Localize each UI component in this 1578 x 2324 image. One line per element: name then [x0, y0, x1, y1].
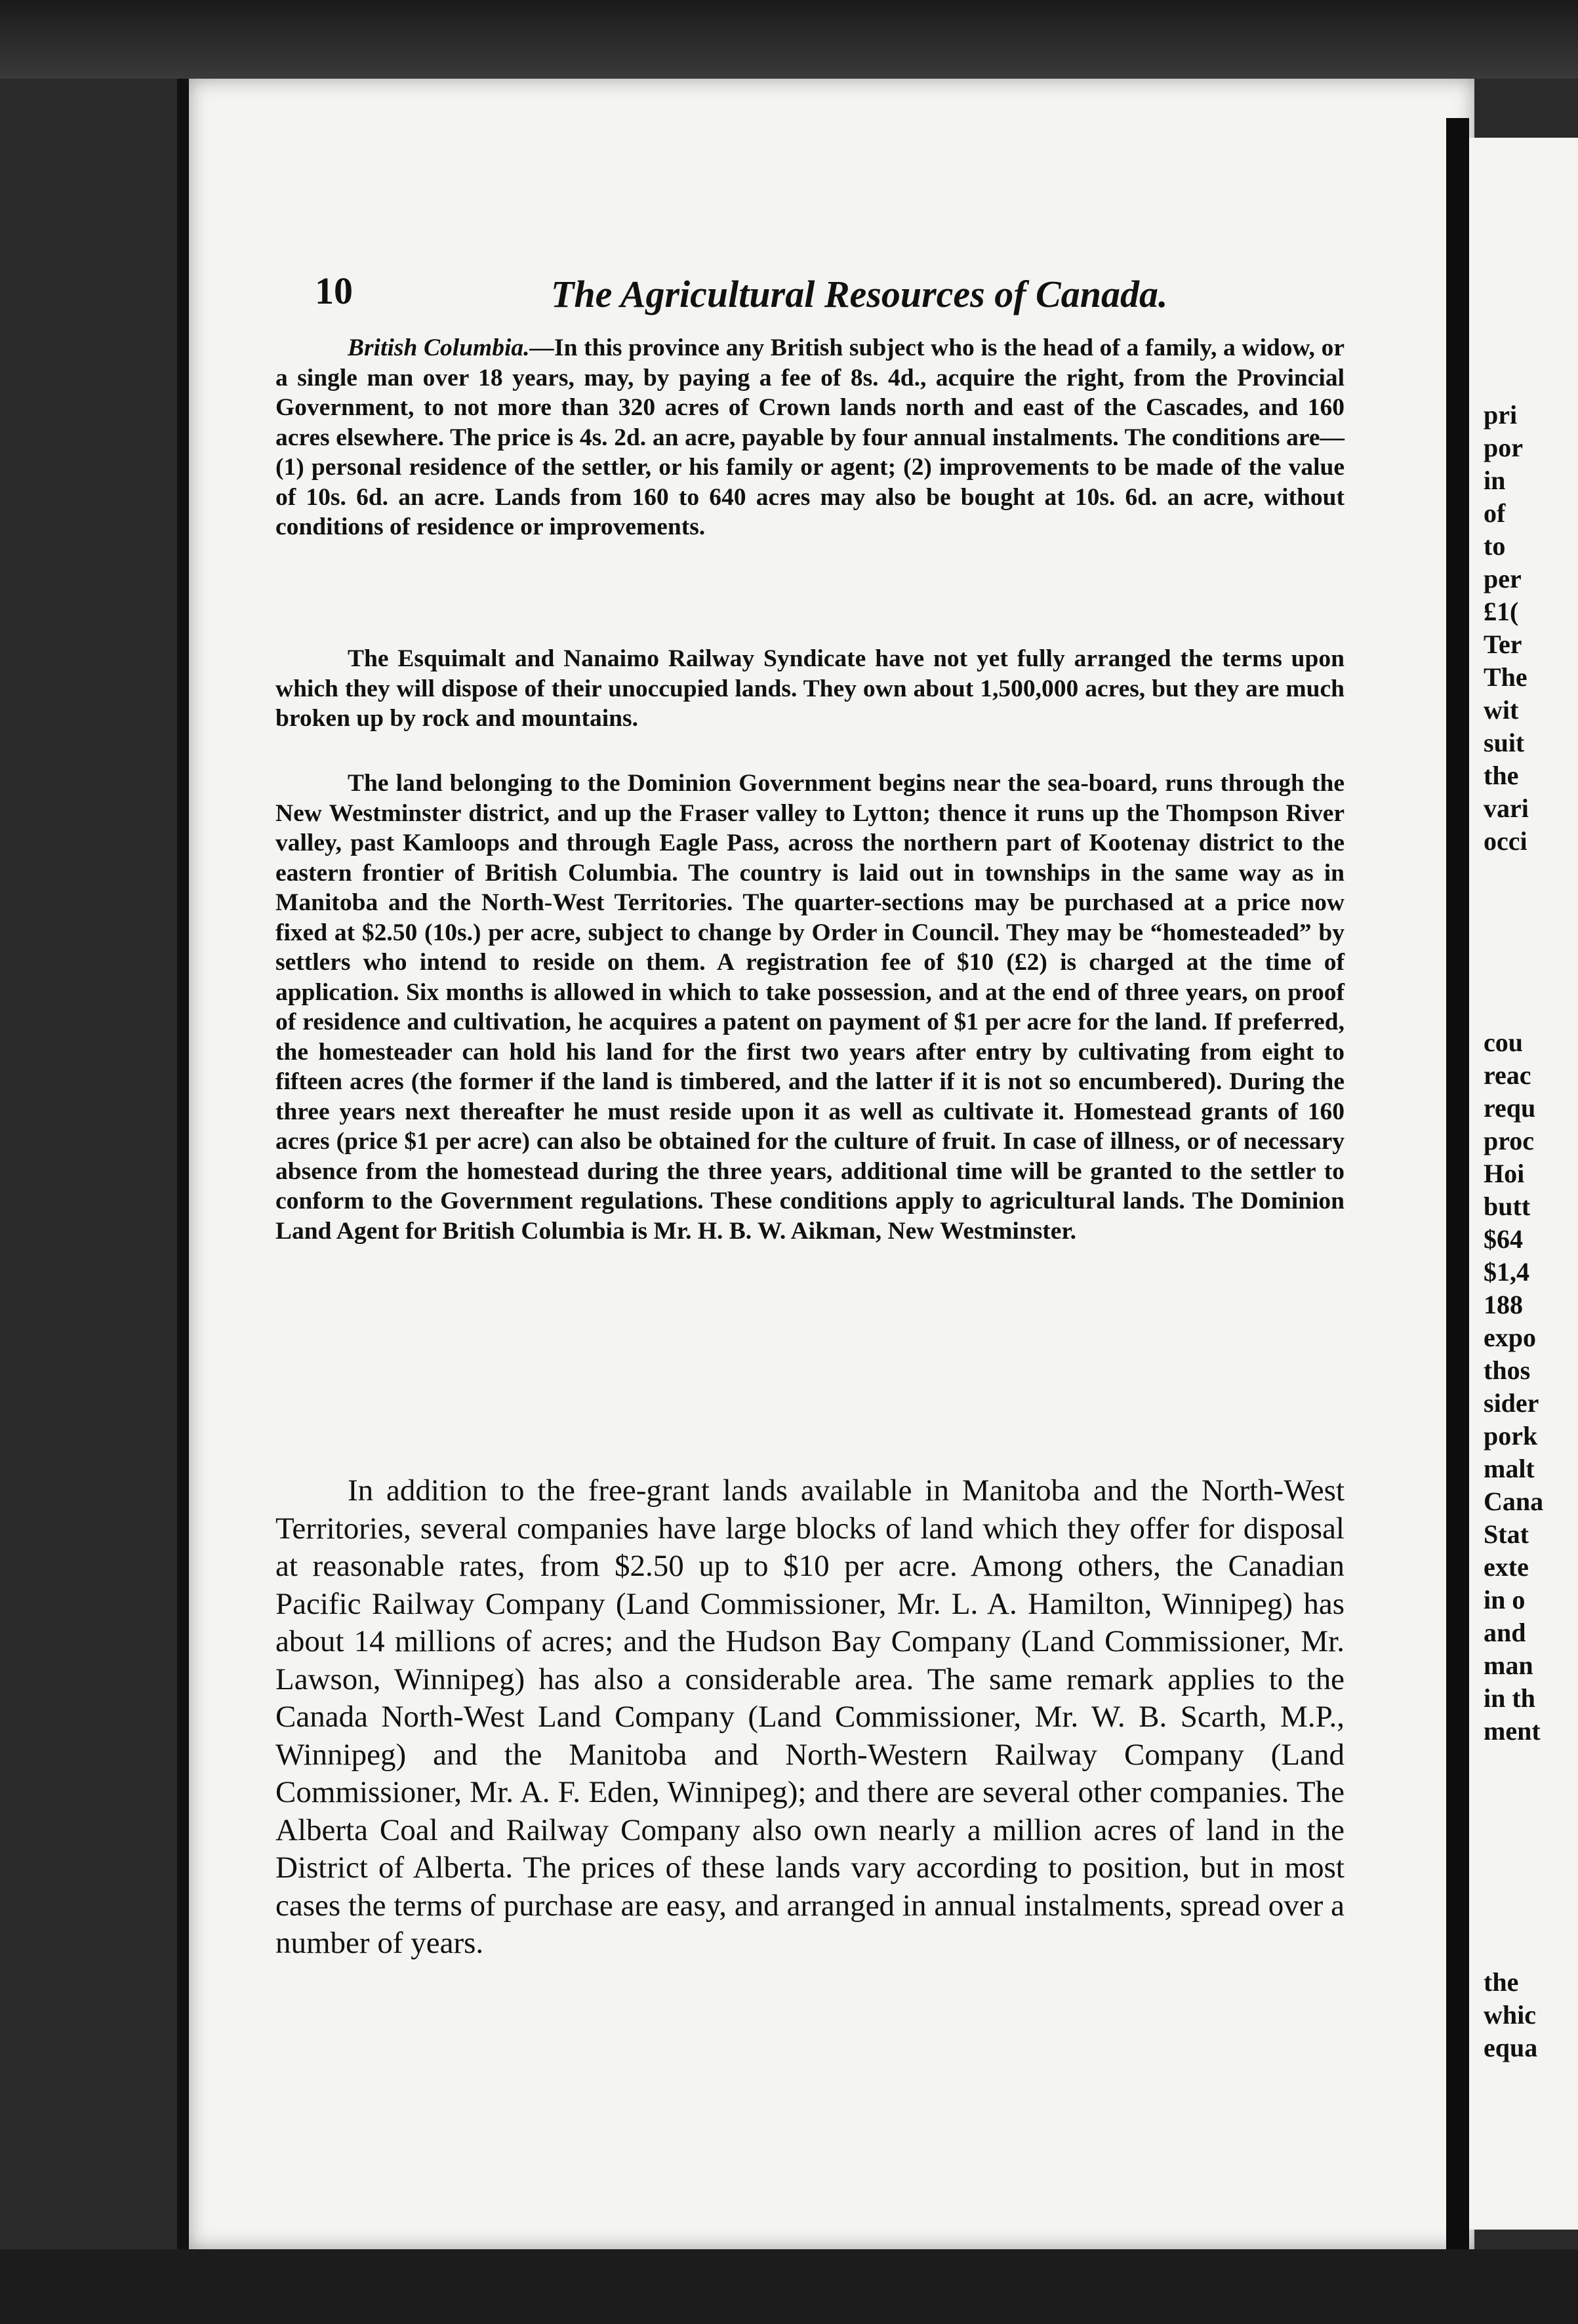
paragraph-text: The land belonging to the Dominion Government begins near the sea-board, runs through the New Westminster district, and up the Fraser valley to Lytton; thence it runs up the Thompson River valley, past Kamloops and through Eagle Pass, across the northern part of Kootenay district to the eastern frontier of British Columbia. The country is laid out in townships in the same way as in Manitoba and the North-West Territories. The quarter-sections may be purchased at a price now fixed at $2.50 (10s.) per acre, subject to change by Order in Council. They may be “homesteaded” by settlers who intend to reside on them. A registration fee of $10 (£2) is charged at the time of application. Six months is allowed in which to take possession, and at the end of three years, on proof of residence and cultivation, he acquires a patent on payment of $1 per acre for the land. If preferred, the homesteader can hold his land for the first two years after entry by cultivating from eight to fifteen acres (the former if the land is timbered, and the latter if it is not so encumbered). During the three years next thereafter he must reside upon it as well as cultivate it. Homestead grants of 160 acres (price $1 per acre) can also be obtained for the culture of fruit. In case of illness, or of necessary absence from the homestead during the three years, additional time will be granted to the settler to conform to the Government regulations. These conditions apply to agricultural lands. The Dominion Land Agent for British Columbia is Mr. H. B. W. Aikman, New Westminster. [275, 770, 1345, 1245]
fragment: £1( [1484, 597, 1519, 626]
fragment: requ [1484, 1093, 1536, 1123]
paragraph-esquimalt [275, 644, 1345, 734]
fragment: and [1484, 1618, 1526, 1647]
fragment: pri [1484, 400, 1518, 430]
fragment: reac [1484, 1060, 1531, 1090]
fragment: per [1484, 564, 1522, 593]
page-header [315, 269, 1377, 321]
book-gutter [1446, 118, 1469, 2295]
fragment: proc [1484, 1126, 1535, 1155]
fragment: wit [1484, 695, 1519, 725]
running-head: The Agricultural Resources of Canada. [551, 273, 1168, 315]
fragment: $64 [1484, 1224, 1523, 1254]
fragment: por [1484, 433, 1523, 462]
right-page-fragments-3 [1484, 1966, 1578, 2064]
fragment: in [1484, 466, 1506, 495]
fragment: Hoi [1484, 1159, 1525, 1188]
paragraph-british-columbia [275, 333, 1345, 542]
right-page-fragments-1 [1484, 399, 1578, 858]
fragment: The [1484, 662, 1527, 692]
paragraph-dominion [275, 769, 1345, 1246]
fragment: cou [1484, 1028, 1523, 1057]
fragment: to [1484, 531, 1506, 561]
right-page-fragments-2 [1484, 1026, 1578, 1748]
fragment: occi [1484, 826, 1527, 856]
fragment: in th [1484, 1683, 1535, 1713]
paragraph-free-grant [275, 1472, 1345, 1963]
fragment: of [1484, 498, 1506, 528]
scan-border-top [0, 0, 1578, 79]
fragment: butt [1484, 1192, 1531, 1221]
fragment: Stat [1484, 1519, 1529, 1549]
fragment: whic [1484, 2000, 1536, 2030]
scan-border-bottom [0, 2249, 1578, 2324]
fragment: sider [1484, 1388, 1539, 1418]
fragment: $1,4 [1484, 1257, 1529, 1287]
fragment: the [1484, 1967, 1519, 1997]
fragment: in o [1484, 1585, 1526, 1614]
fragment: equa [1484, 2033, 1538, 2062]
fragment: 188 [1484, 1290, 1523, 1319]
fragment: malt [1484, 1454, 1535, 1483]
paragraph-text: In addition to the free-grant lands available in Manitoba and the North-West Territories, several companies have large blocks of land which they offer for disposal at reasonable rates, from $2.50 up to $10 per acre. Among others, the Canadian Pacific Railway Company (Land Commissioner, Mr. L. A. Hamilton, Winnipeg) has about 14 millions of acres; and the Hudson Bay Company (Land Commissioner, Mr. Lawson, Winnipeg) has also a considerable area. The same remark applies to the Canada North-West Land Company (Land Commissioner, Mr. W. B. Scarth, M.P., Winnipeg) and the Manitoba and North-Western Railway Company (Land Commissioner, Mr. A. F. Eden, Winnipeg); and there are several other companies. The Alberta Coal and Railway Company also own nearly a million acres of land in the District of Alberta. The prices of these lands vary according to position, but in most cases the terms of purchase are easy, and arranged in annual instalments, spread over a number of years. [275, 1473, 1345, 1960]
fragment: Ter [1484, 630, 1522, 659]
fragment: thos [1484, 1355, 1531, 1385]
fragment: ment [1484, 1716, 1541, 1746]
fragment: Cana [1484, 1487, 1544, 1516]
fragment: exte [1484, 1552, 1529, 1582]
fragment: man [1484, 1651, 1533, 1680]
fragment: expo [1484, 1323, 1536, 1352]
fragment: the [1484, 761, 1519, 790]
paragraph-text: The Esquimalt and Nanaimo Railway Syndicate have not yet fully arranged the terms upon which they will dispose of their unoccupied lands. They own about 1,500,000 acres, but they are much broken up by rock and mountains. [275, 645, 1345, 732]
fragment: vari [1484, 793, 1529, 823]
fragment: pork [1484, 1421, 1538, 1451]
paragraph-text: In this province any British subject who is the head of a family, a widow, or a single man over 18 years, may, by paying a fee of 8s. 4d., acquire the right, from the Provincial Government, to not more than 320 acres of Crown lands north and east of the Cascades, and 160 acres elsewhere. The price is 4s. 2d. an acre, payable by four annual instalments. The conditions are—(1) personal residence of the settler, or his family or agent; (2) improvements to be made of the value of 10s. 6d. an acre. Lands from 160 to 640 acres may also be bought at 10s. 6d. an acre, without conditions of residence or improvements. [275, 334, 1345, 540]
page-number: 10 [315, 270, 353, 312]
fragment: suit [1484, 728, 1525, 757]
section-lead: British Columbia.— [348, 334, 554, 361]
